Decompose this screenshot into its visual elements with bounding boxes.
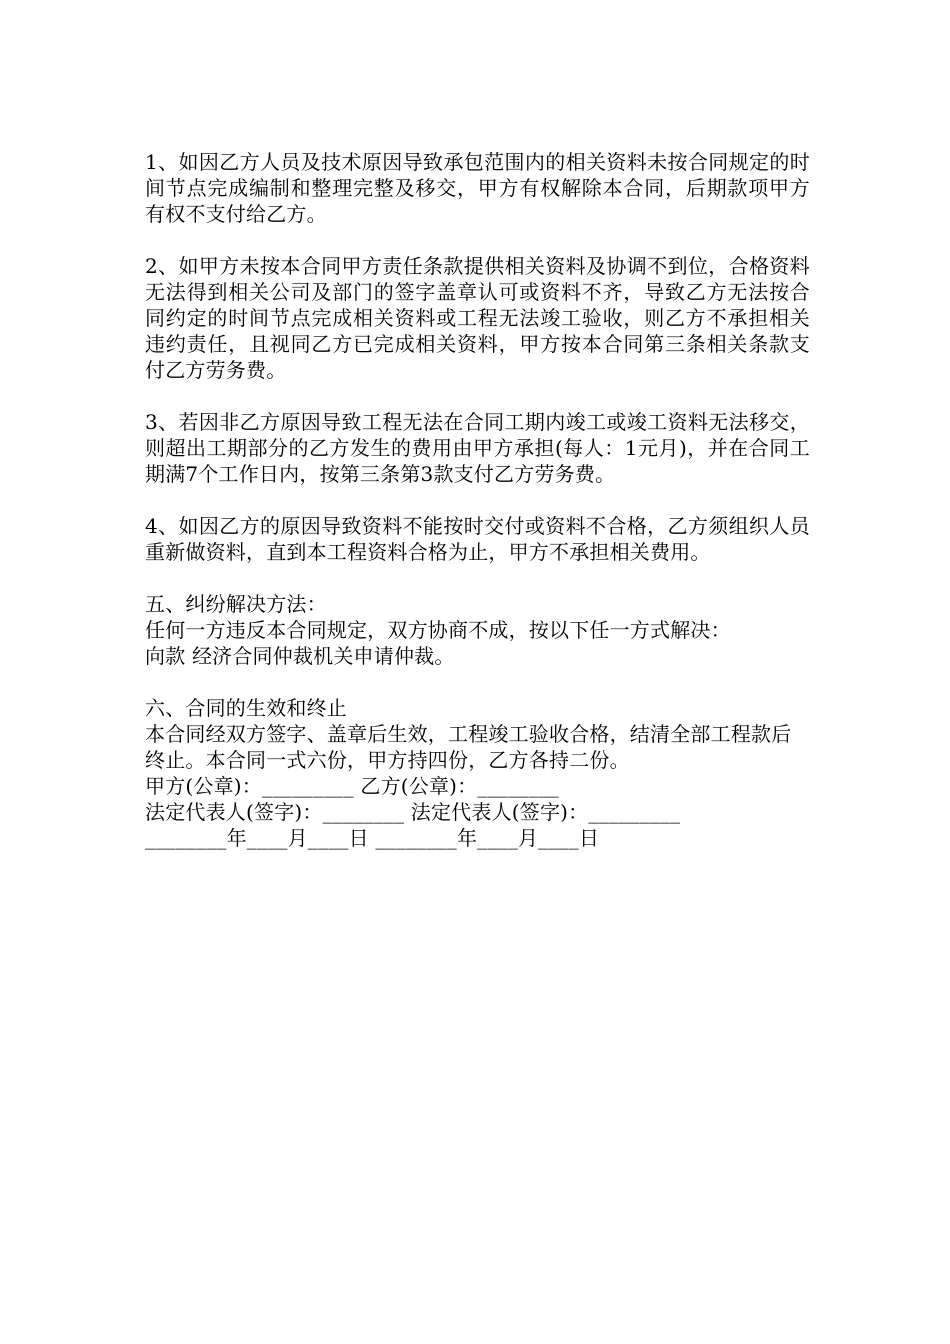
dispute-resolution-title: 五、纠纷解决方法：	[145, 592, 327, 616]
clause-4: 4、如因乙方的原因导致资料不能按时交付或资料不合格，乙方须组织人员重新做资料，直到本工程资料合格为止，甲方不承担相关费用。	[145, 514, 810, 564]
date-line: ________年____月____日 ________年____月____日	[145, 826, 600, 850]
clause-1: 1、如因乙方人员及技术原因导致承包范围内的相关资料未按合同规定的时间节点完成编制和整理完整及移交，甲方有权解除本合同，后期款项甲方有权不支付给乙方。	[145, 150, 810, 226]
clause-2: 2、如甲方未按本合同甲方责任条款提供相关资料及协调不到位，合格资料无法得到相关公司及部门的签字盖章认可或资料不齐，导致乙方无法按合同约定的时间节点完成相关资料或工程无法竣工验收，则乙方不承担相关违约责任，且视同乙方已完成相关资料，甲方按本合同第三条相关条款支付乙方劳务费。	[145, 254, 810, 382]
effectiveness-body: 本合同经双方签字、盖章后生效，工程竣工验收合格，结清全部工程款后终止。本合同一式六份，甲方持四份，乙方各持二份。	[145, 722, 792, 772]
representative-signature-line: 法定代表人(签字)：________ 法定代表人(签字)：_________	[145, 800, 681, 824]
dispute-resolution-line-2: 向款 经济合同仲裁机关申请仲裁。	[145, 644, 455, 668]
effectiveness-title: 六、合同的生效和终止	[145, 696, 347, 720]
dispute-resolution-section	[145, 591, 810, 669]
clause-3: 3、若因非乙方原因导致工程无法在合同工期内竣工或竣工资料无法移交，则超出工期部分的乙方发生的费用由甲方承担(每人：1元月)，并在合同工期满7个工作日内，按第三条第3款支付乙方劳务费。	[145, 410, 810, 486]
seal-line: 甲方(公章)：_________ 乙方(公章)：________	[145, 774, 559, 798]
dispute-resolution-line-1: 任何一方违反本合同规定，双方协商不成，按以下任一方式解决：	[145, 618, 731, 642]
effectiveness-section	[145, 695, 810, 851]
contract-text	[145, 149, 810, 877]
